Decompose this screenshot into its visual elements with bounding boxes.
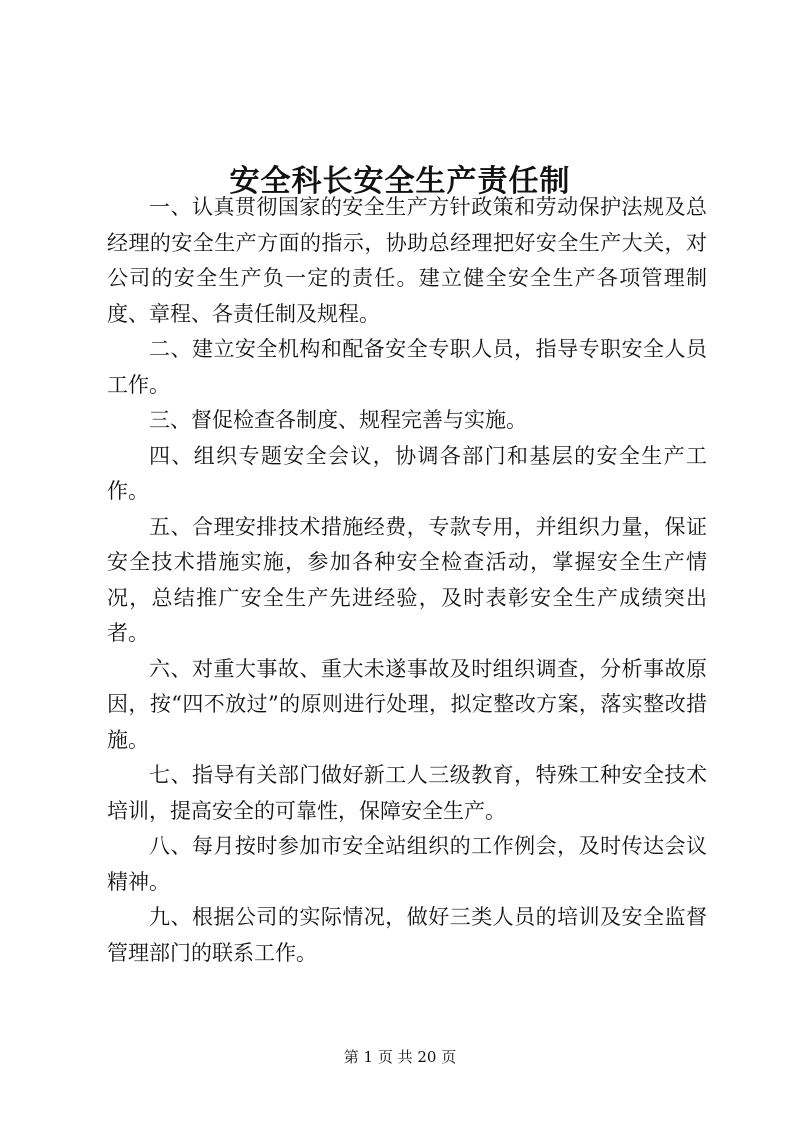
paragraph-3: 三、督促检查各制度、规程完善与实施。: [149, 408, 527, 432]
paragraph-1: 一、认真贯彻国家的安全生产方针政策和劳动保护法规及总经理的安全生产方面的指示，协助总经理把好安全生产大关，对公司的安全生产负一定的责任。建立健全安全生产各项管理制度、章程、各责任制及规程。: [107, 195, 707, 326]
paragraph-8: 八、每月按时参加市安全站组织的工作例会，及时传达会议精神。: [107, 834, 707, 894]
page-number-footer: 第 1 页 共 20 页: [343, 1048, 457, 1066]
document-body: [107, 190, 707, 971]
paragraph-6: 六、对重大事故、重大未遂事故及时组织调查，分析事故原因，按“四不放过”的原则进行处理，拟定整改方案，落实整改措施。: [107, 656, 707, 752]
document-title: 安全科长安全生产责任制: [229, 164, 571, 200]
paragraph-9: 九、根据公司的实际情况，做好三类人员的培训及安全监督管理部门的联系工作。: [107, 905, 707, 965]
paragraph-5: 五、合理安排技术措施经费，专款专用，并组织力量，保证安全技术措施实施，参加各种安全检查活动，掌握安全生产情况，总结推广安全生产先进经验，及时表彰安全生产成绩突出者。: [107, 514, 707, 645]
paragraph-4: 四、组织专题安全会议，协调各部门和基层的安全生产工作。: [107, 443, 707, 503]
paragraph-7: 七、指导有关部门做好新工人三级教育，特殊工种安全技术培训，提高安全的可靠性，保障安全生产。: [107, 763, 707, 823]
paragraph-2: 二、建立安全机构和配备安全专职人员，指导专职安全人员工作。: [107, 337, 707, 397]
